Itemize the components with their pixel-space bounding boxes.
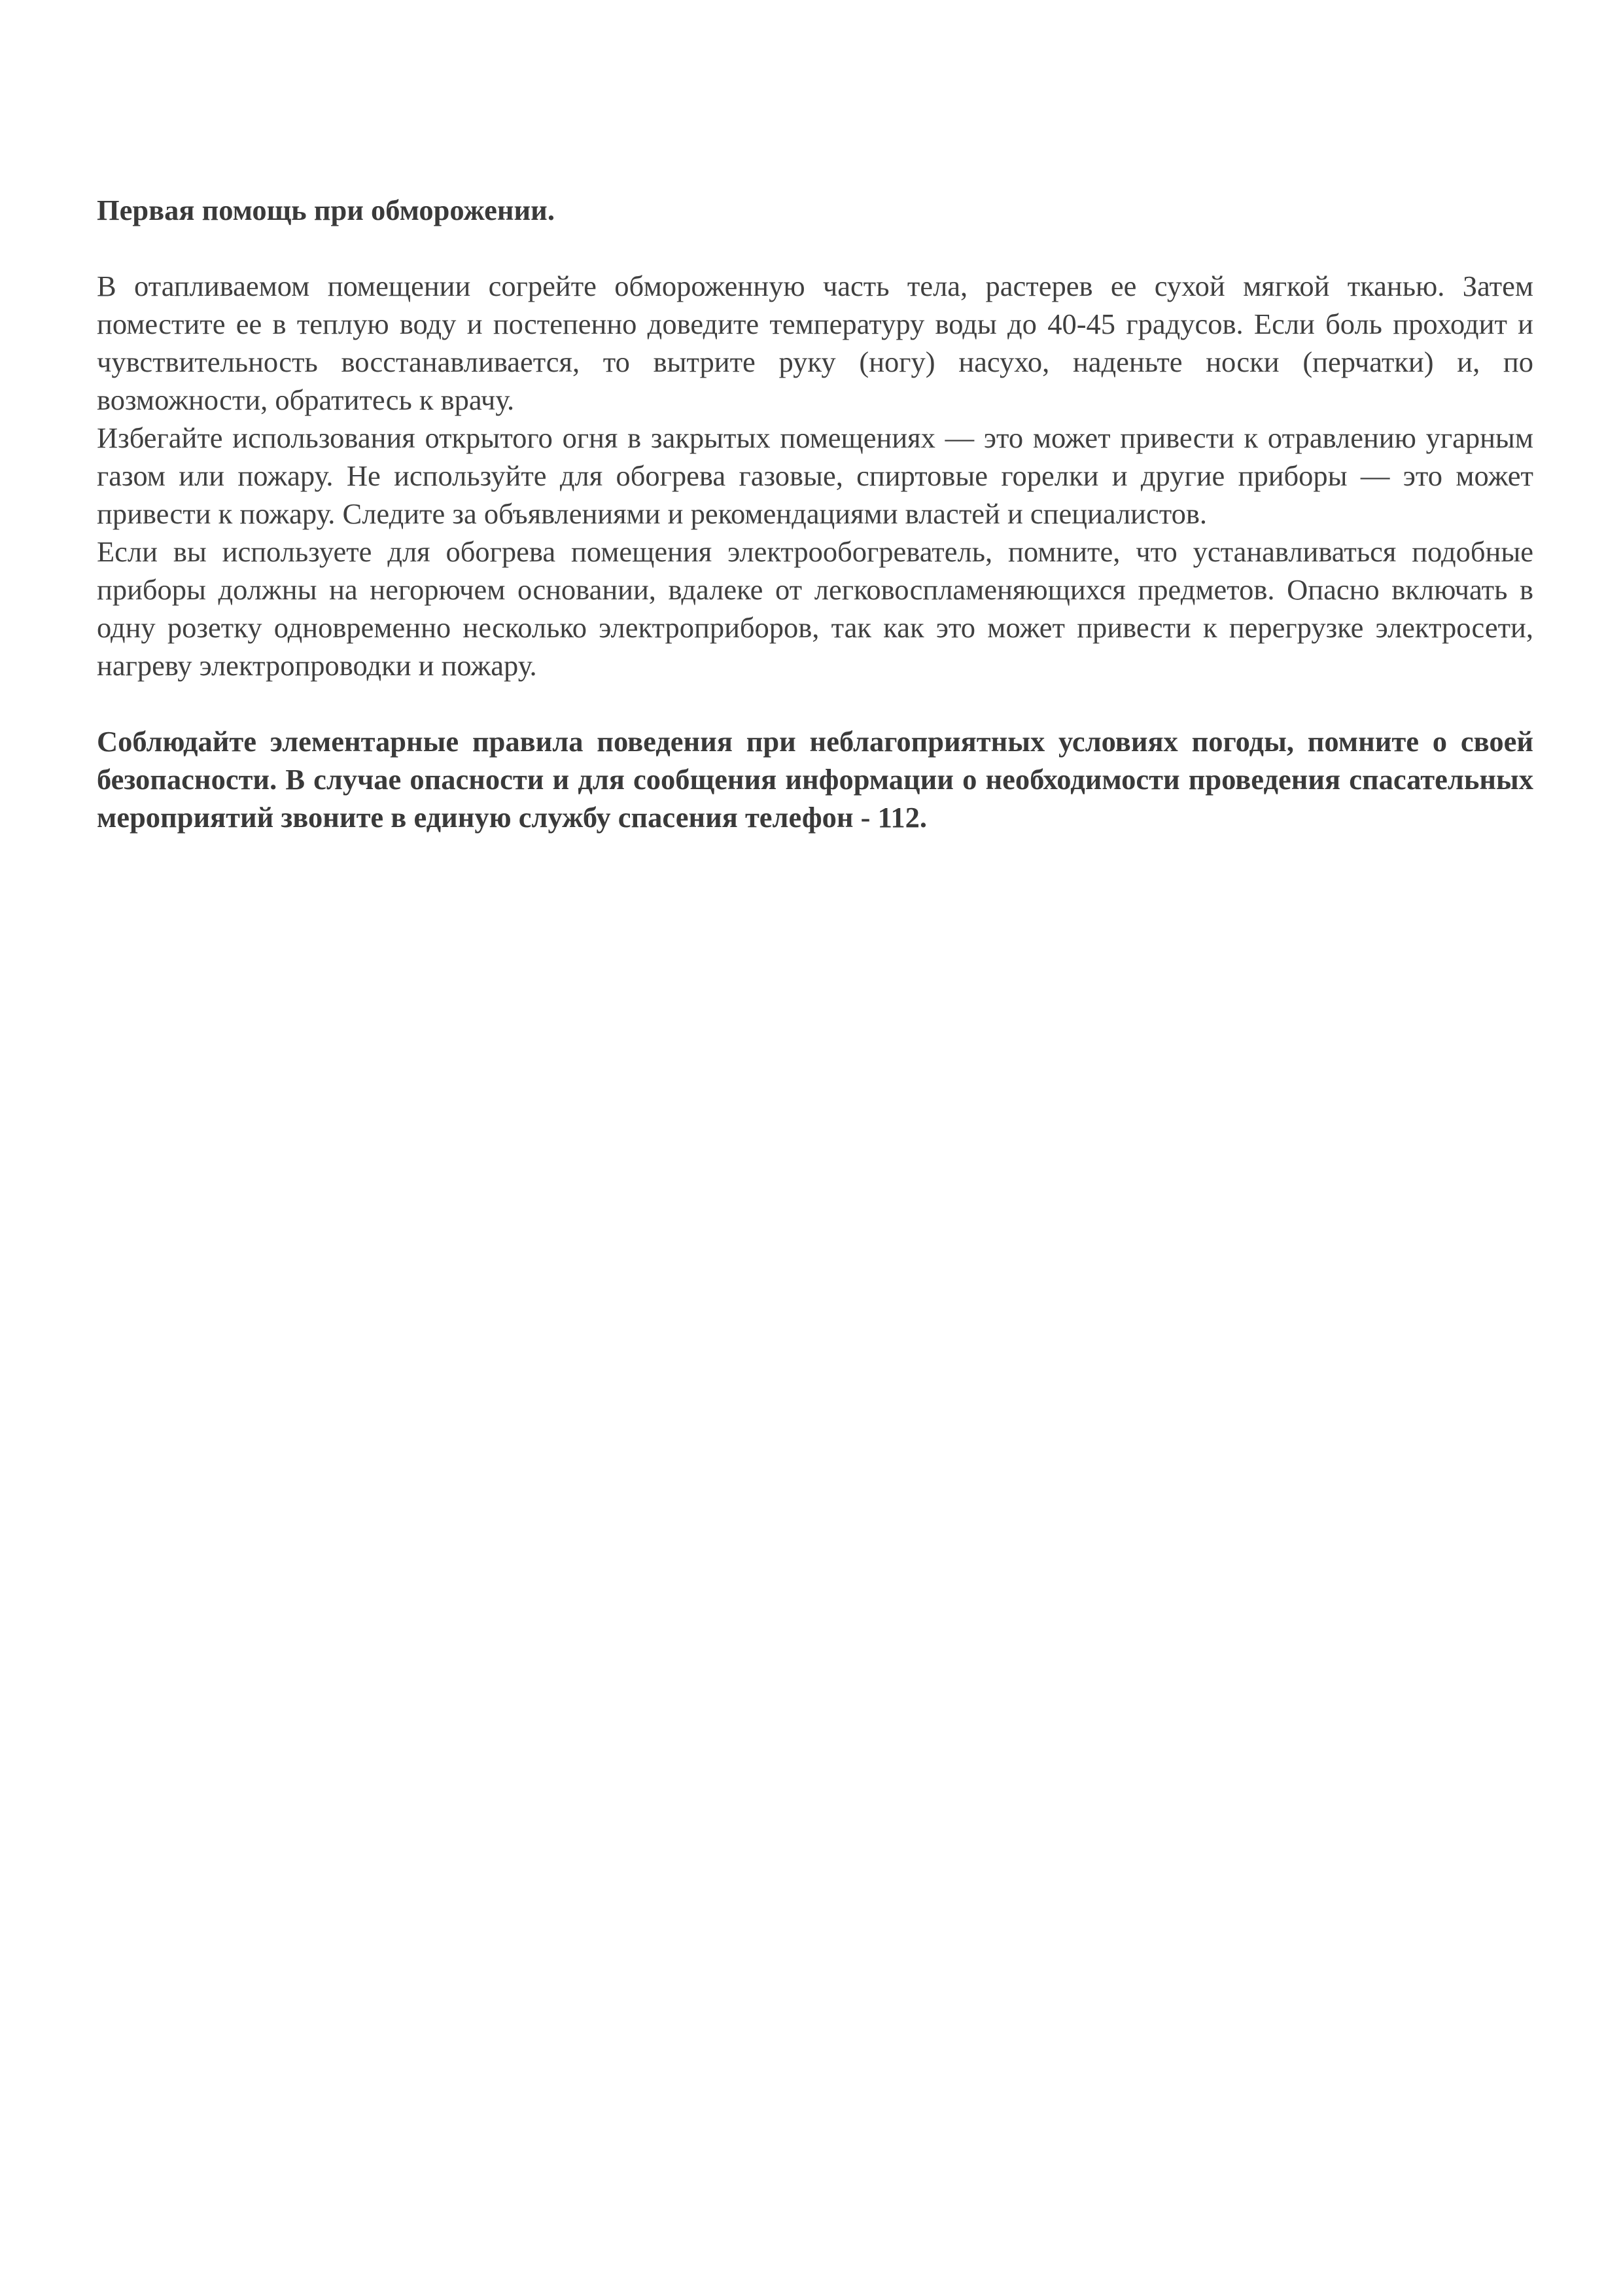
section-heading: Первая помощь при обморожении.	[97, 194, 555, 226]
paragraph-electric-heater: Если вы используете для обогрева помещения электрообогреватель, помните, что устанавливаться подобные приборы должны на негорючем основании, вдалеке от легковоспламеняющихся предметов. Опасно включать в одну розетку одновременно несколько электроприборов, так как это может привести к перегрузке электросети, нагреву электропроводки и пожару.	[97, 535, 1533, 682]
closing-notice: Соблюдайте элементарные правила поведения при неблагоприятных условиях погоды, помните о своей безопасности. В случае опасности и для сообщения информации о необходимости проведения спасательных мероприятий звоните в единую службу спасения телефон - 112.	[97, 725, 1533, 834]
document-body	[97, 191, 1533, 836]
paragraph-open-fire: Избегайте использования открытого огня в закрытых помещениях — это может привести к отравлению угарным газом или пожару. Не используйте для обогрева газовые, спиртовые горелки и другие приборы — это может привести к пожару. Следите за объявлениями и рекомендациями властей и специалистов.	[97, 421, 1533, 530]
paragraph-warming: В отапливаемом помещении согрейте обмороженную часть тела, растерев ее сухой мягкой тканью. Затем поместите ее в теплую воду и постепенно доведите температуру воды до 40-45 градусов. Если боль проходит и чувствительность восстанавливается, то вытрите руку (ногу) насухо, наденьте носки (перчатки) и, по возможности, обратитесь к врачу.	[97, 270, 1533, 416]
